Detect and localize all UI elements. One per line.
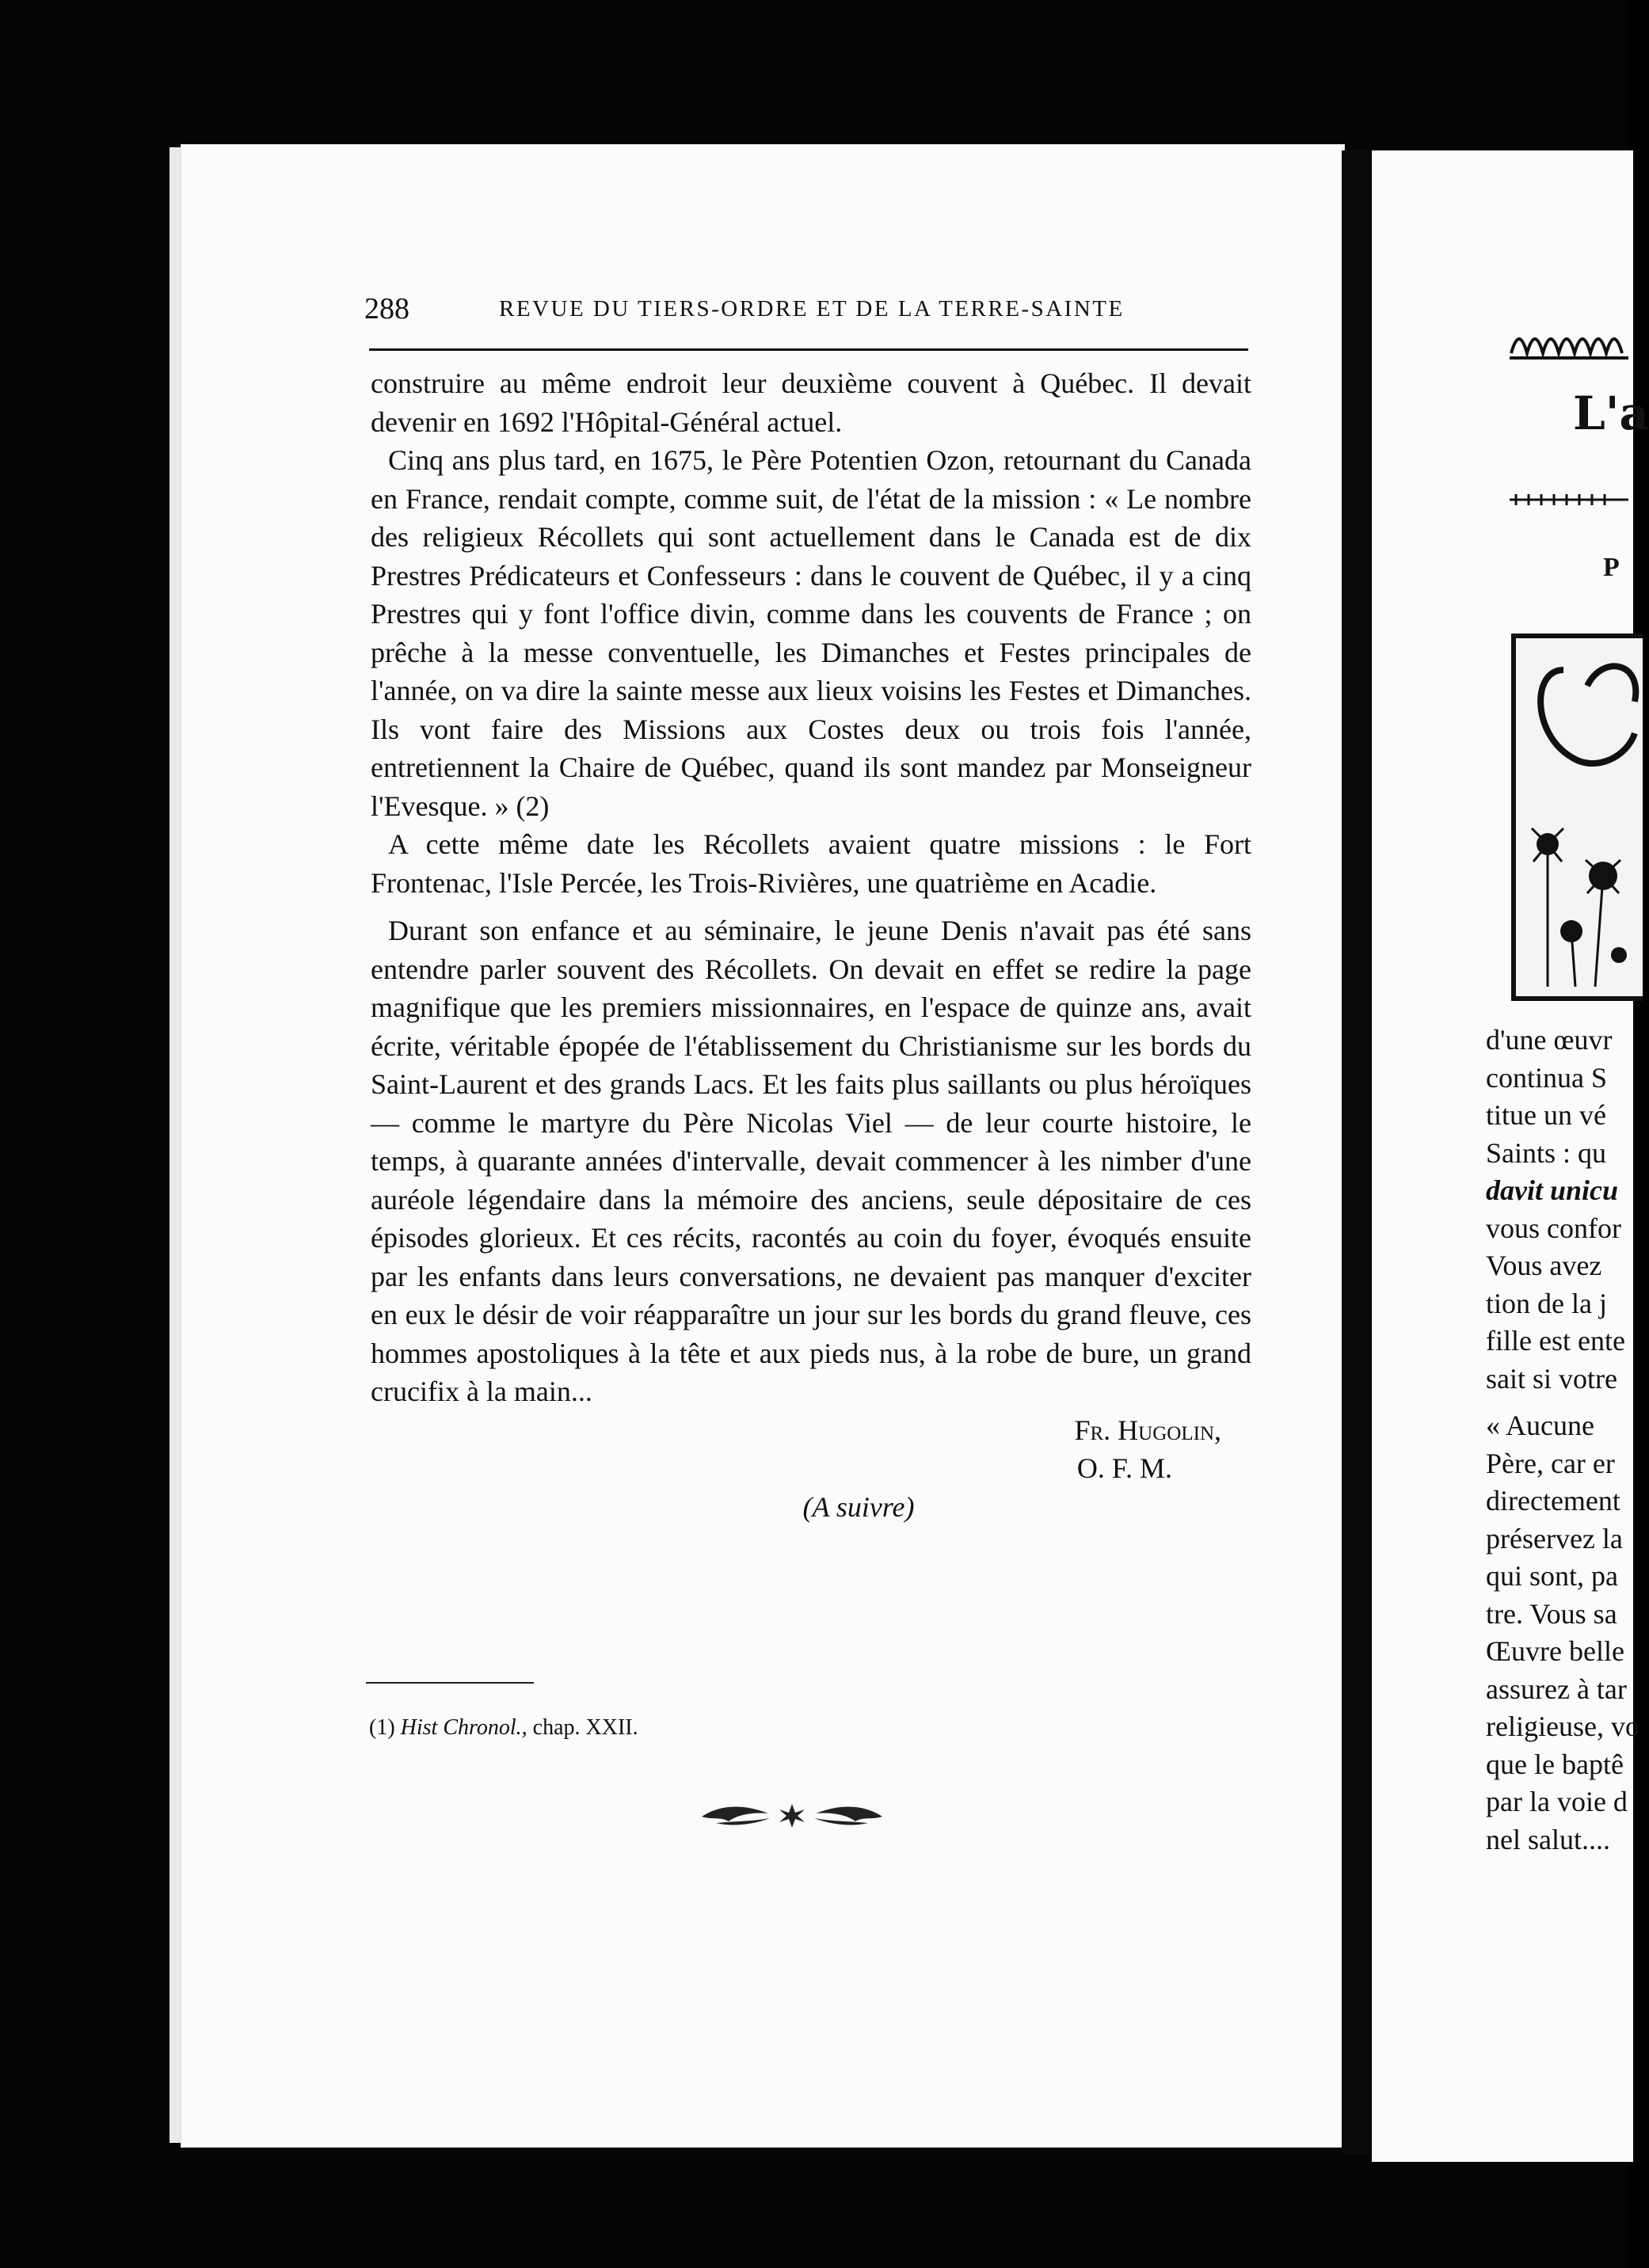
paragraph: A cette même date les Récollets avaient quatre missions : le Fort Frontenac, l'Isle Percée, les Trois-Rivières, une quatrième en Acadie. xyxy=(371,828,1251,899)
text-line: qui sont, pa xyxy=(1486,1560,1618,1592)
text-line: nel salut.... xyxy=(1486,1823,1610,1855)
decorative-rule-icon xyxy=(1510,493,1628,507)
text-line: religieuse, vo xyxy=(1486,1711,1639,1742)
footnote-reference: chap. XXII. xyxy=(532,1715,638,1740)
article-title-fragment: L'a xyxy=(1573,386,1649,440)
text-line: d'une œuvr xyxy=(1486,1024,1613,1056)
text-line: que le baptê xyxy=(1486,1748,1624,1780)
footnote-number: (1) xyxy=(369,1715,395,1740)
running-title: REVUE DU TIERS-ORDRE ET DE LA TERRE-SAINTE xyxy=(499,296,1125,322)
author-order: O. F. M. xyxy=(1076,1452,1172,1484)
text-line: continua S xyxy=(1486,1061,1607,1094)
text-line: Œuvre belle xyxy=(1486,1635,1624,1667)
floral-header-ornament-icon xyxy=(1510,322,1628,363)
book-gutter xyxy=(1342,150,1370,2154)
text-line: Père, car er xyxy=(1486,1447,1615,1479)
right-page-text xyxy=(1486,1022,1639,1859)
text-line: « Aucune xyxy=(1486,1410,1594,1441)
text-line: Saints : qu xyxy=(1486,1136,1607,1169)
footnote-rule xyxy=(366,1682,534,1684)
header-rule xyxy=(369,348,1248,351)
footnote xyxy=(369,1715,638,1741)
paragraph: construire au même endroit leur deuxième couvent à Québec. Il devait devenir en 1692 l'Hôpital-Général actuel. xyxy=(371,367,1251,438)
text-line: titue un vé xyxy=(1486,1099,1606,1131)
salutation-fragment: P xyxy=(1603,553,1620,582)
fleuron-ornament-icon xyxy=(697,1802,887,1829)
text-line: fille est ente xyxy=(1486,1325,1625,1357)
text-line: davit unicu xyxy=(1486,1174,1619,1206)
text-line: tre. Vous sa xyxy=(1486,1597,1617,1630)
page-number: 288 xyxy=(364,292,409,325)
text-line: sait si votre xyxy=(1486,1362,1617,1395)
text-line: par la voie d xyxy=(1486,1786,1628,1817)
to-be-continued: (A suivre) xyxy=(802,1490,915,1523)
text-line: tion de la j xyxy=(1486,1287,1607,1319)
paragraph: Cinq ans plus tard, en 1675, le Père Potentien Ozon, retournant du Canada en France, rendait compte, comme suit, de l'état de la mission : « Le nombre des religieux Récollets qui sont actuellement dans le Canada est de dix Prestres Prédicateurs et Confesseurs : dans le couvent de Québec, il y a cinq Prestres qui y font l'office divin, comme dans les couvents de France ; on prêche à la messe conventuelle, les Dimanches et Festes principales de l'année, on va dire la sainte messe aux lieux voisins les Festes et Dimanches. Ils vont faire des Missions aux Costes deux ou trois fois l'année, entretiennent la Chaire de Québec, quand ils sont mandez par Monseigneur l'Evesque. » (2) xyxy=(371,444,1251,822)
illuminated-initial-image xyxy=(1511,634,1643,1001)
text-line: directement xyxy=(1486,1485,1620,1516)
text-line: Vous avez xyxy=(1486,1250,1602,1281)
flower-heart-illustration-icon xyxy=(1516,638,1643,996)
author-signature xyxy=(371,1411,1251,1450)
running-header xyxy=(364,291,1248,339)
author-name: Fr. Hugolin, xyxy=(1074,1414,1221,1446)
paragraph: Durant son enfance et au séminaire, le jeune Denis n'avait pas été sans entendre parler souvent des Récollets. On devait en effet se redire la page magnifique que les premiers missionnaires, en l'espace de quinze ans, avait écrite, véritable épopée de l'établissement du Christianisme sur les bords du Saint-Laurent et des grands Lacs. Et les faits plus saillants ou plus héroïques — comme le martyre du Père Nicolas Viel — de leur courte histoire, le temps, à quarante années d'intervalle, devait commencer à les nimber d'une auréole légendaire dans la mémoire des anciens, seule dépositaire de ces épisodes glorieux. Et ces récits, racontés au coin du foyer, évoqués ensuite par les enfants dans leurs conversations, ne devaient pas manquer d'exciter en eux le désir de voir réapparaître un jour sur les bords du grand fleuve, ces hommes apostoliques à la tête et aux pieds nus, à la robe de bure, un grand crucifix à la main... xyxy=(371,915,1251,1407)
body-text xyxy=(371,364,1251,1526)
footnote-work: Hist Chronol., xyxy=(400,1715,527,1740)
text-line: vous confor xyxy=(1486,1212,1621,1244)
page-edge xyxy=(169,147,181,2143)
text-line: préservez la xyxy=(1486,1522,1623,1554)
text-line: assurez à tar xyxy=(1486,1672,1627,1705)
